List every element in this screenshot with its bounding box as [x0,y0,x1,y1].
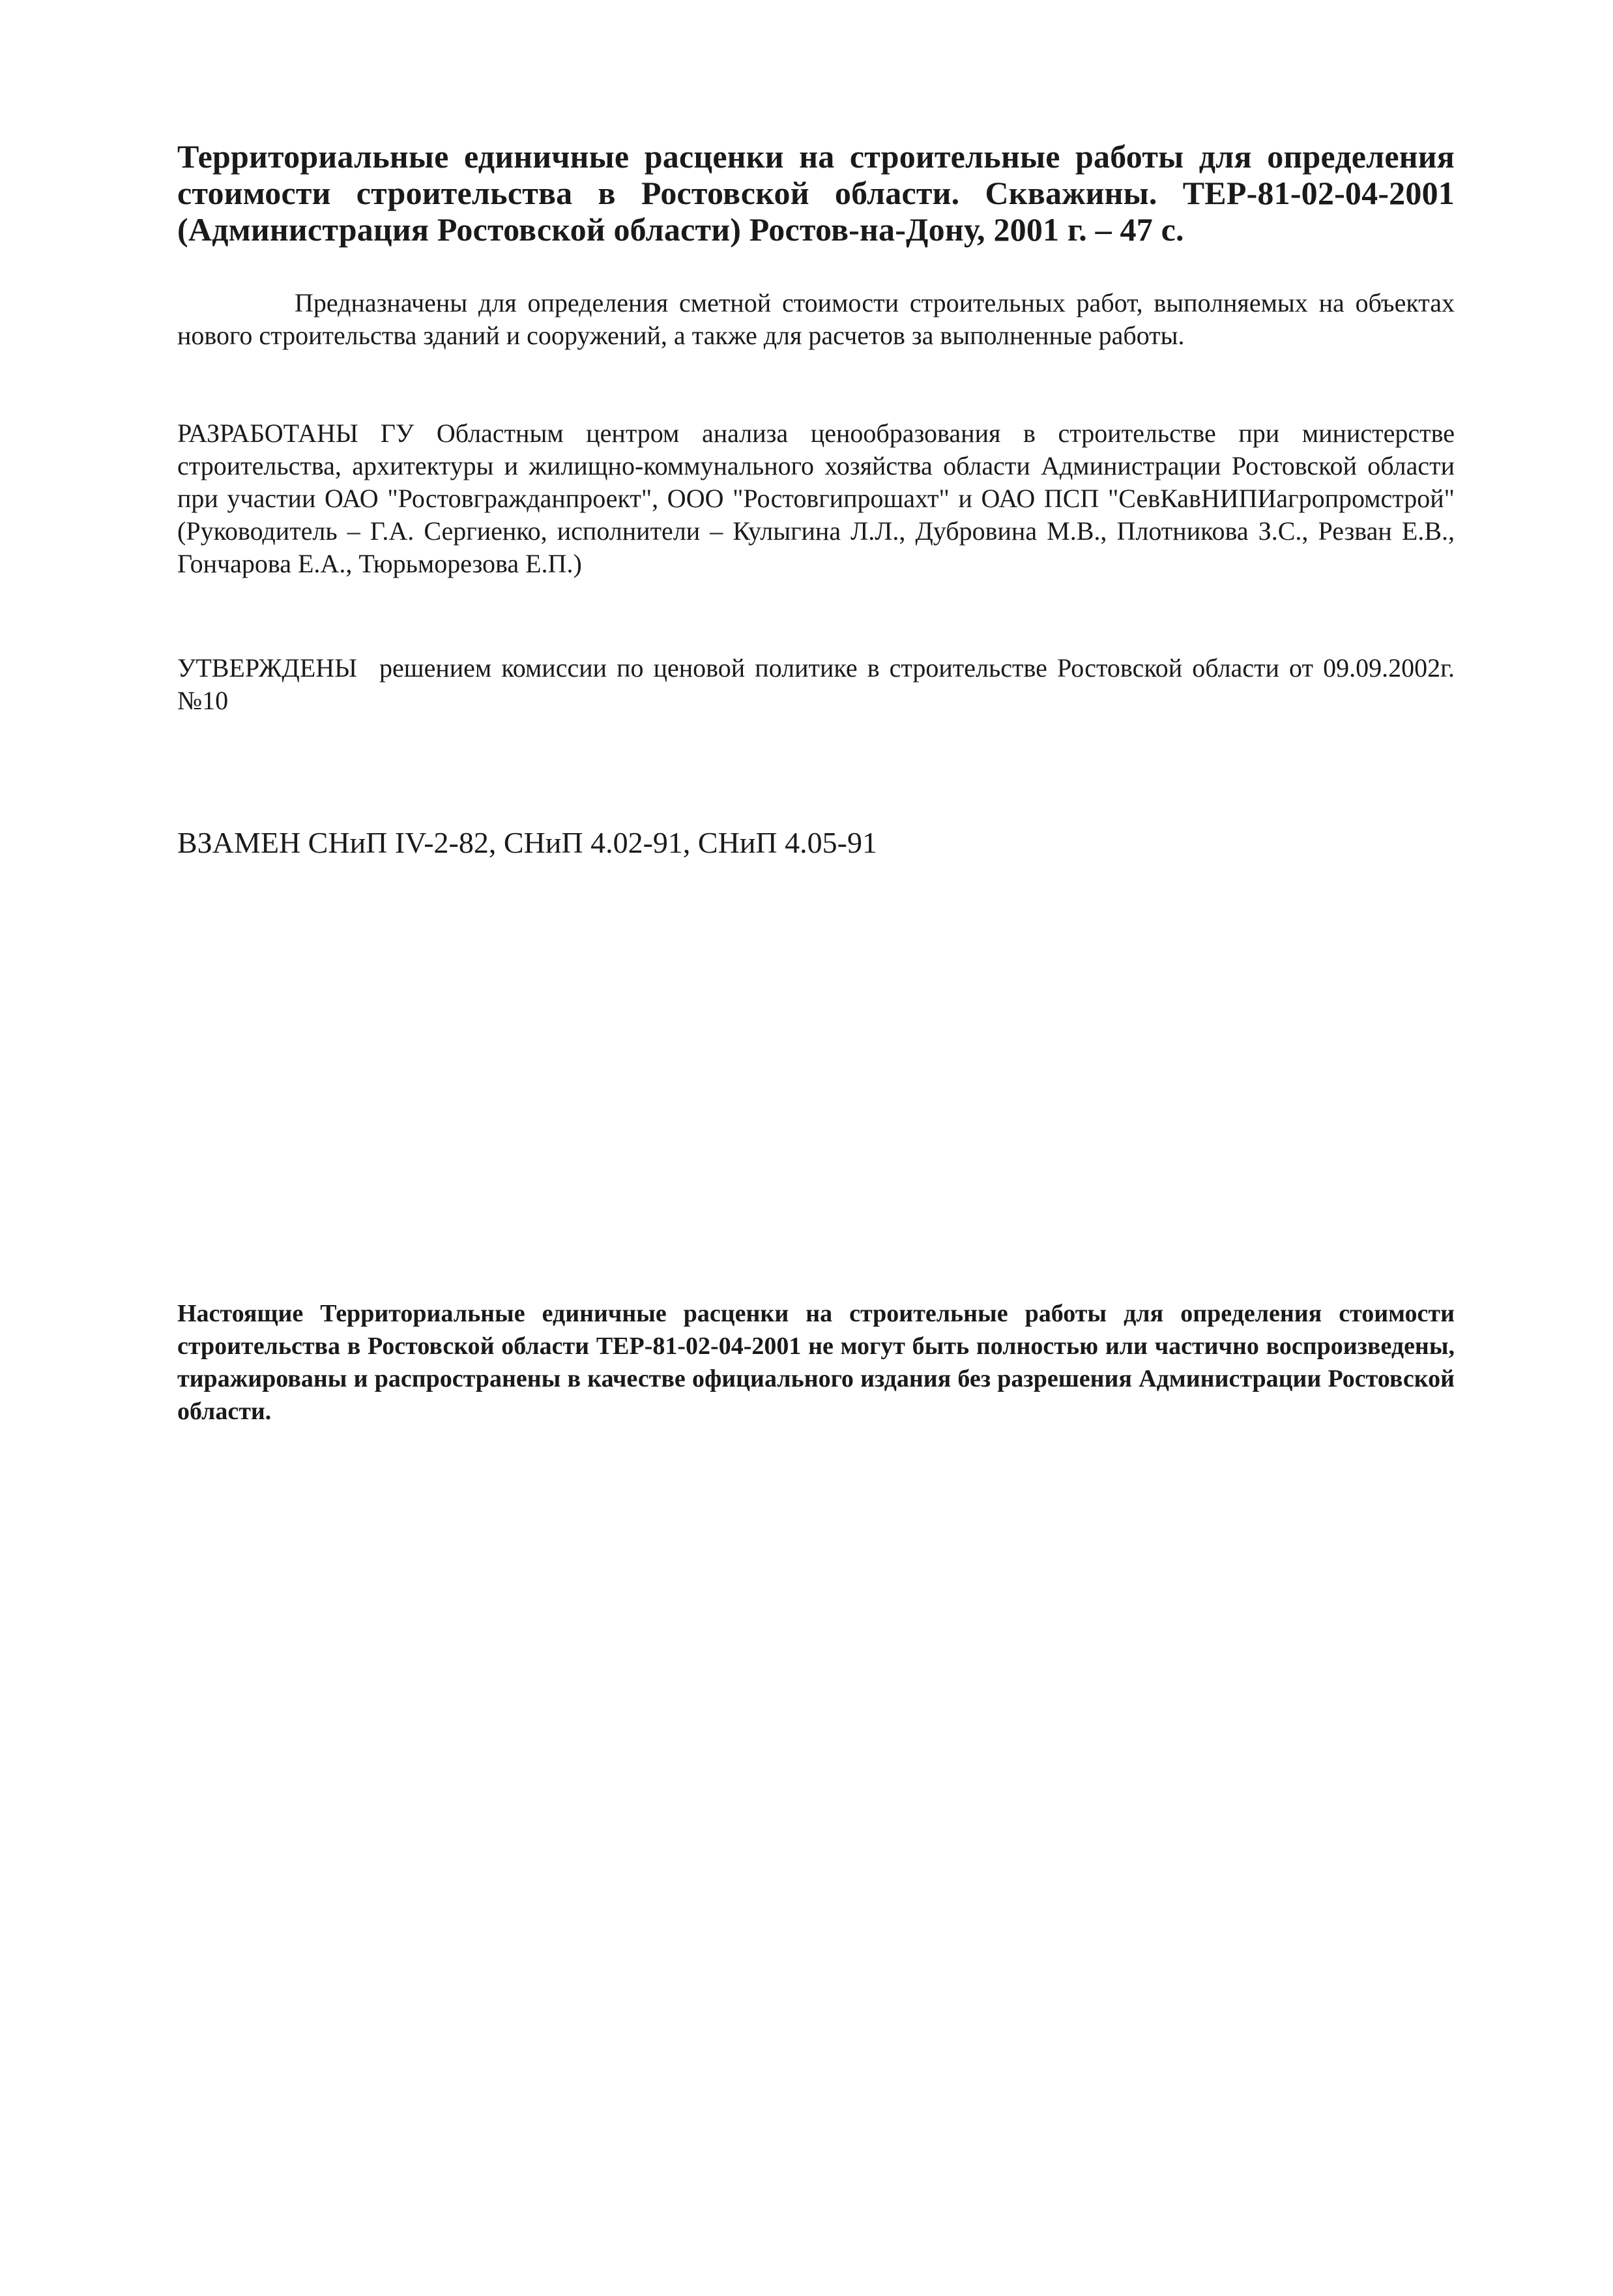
approved-paragraph [177,652,1455,717]
purpose-paragraph: Предназначены для определения сметной стоимости строительных работ, выполняемых на объектах нового строительства зданий и сооружений, а также для расчетов за выполненные работы. [177,288,1455,350]
replaces-line: ВЗАМЕН СНиП IV-2-82, СНиП 4.02-91, СНиП 4.05-91 [177,826,877,859]
approved-label: УТВЕРЖДЕНЫ [177,653,358,683]
copyright-notice: Настоящие Территориальные единичные расценки на строительные работы для определения стоимости строительства в Ростовской области ТЕР-81-02-04-2001 не могут быть полностью или частично воспроизведены, тиражированы и распространены в качестве официального издания без разрешения Администрации Ростовской области. [177,1300,1455,1425]
document-title: Территориальные единичные расценки на строительные работы для определения стоимости строительства в Ростовской области. Скважины. ТЕР-81-02-04-2001 (Администрация Ростовской области) Ростов-на-Дону, 2001 г. – 47 с. [177,138,1455,248]
developed-text: ГУ Областным центром анализа ценообразования в строительстве при министерстве строительства, архитектуры и жилищно-коммунального хозяйства области Администрации Ростовской области при участии ОАО "Ростовгражданпроект", ООО "Ростовгипрошахт" и ОАО ПСП "СевКавНИПИагропромстрой" (Руководитель – Г.А. Сергиенко, исполнители – Кулыгина Л.Л., Дубровина М.В., Плотникова З.С., Резван Е.В., Гончарова Е.А., Тюрьморезова Е.П.) [177,419,1455,578]
developed-label: РАЗРАБОТАНЫ [177,419,358,448]
developed-paragraph [177,417,1455,580]
approved-text: решением комиссии по ценовой политике в строительстве Ростовской области от 09.09.2002г. №10 [177,653,1455,715]
